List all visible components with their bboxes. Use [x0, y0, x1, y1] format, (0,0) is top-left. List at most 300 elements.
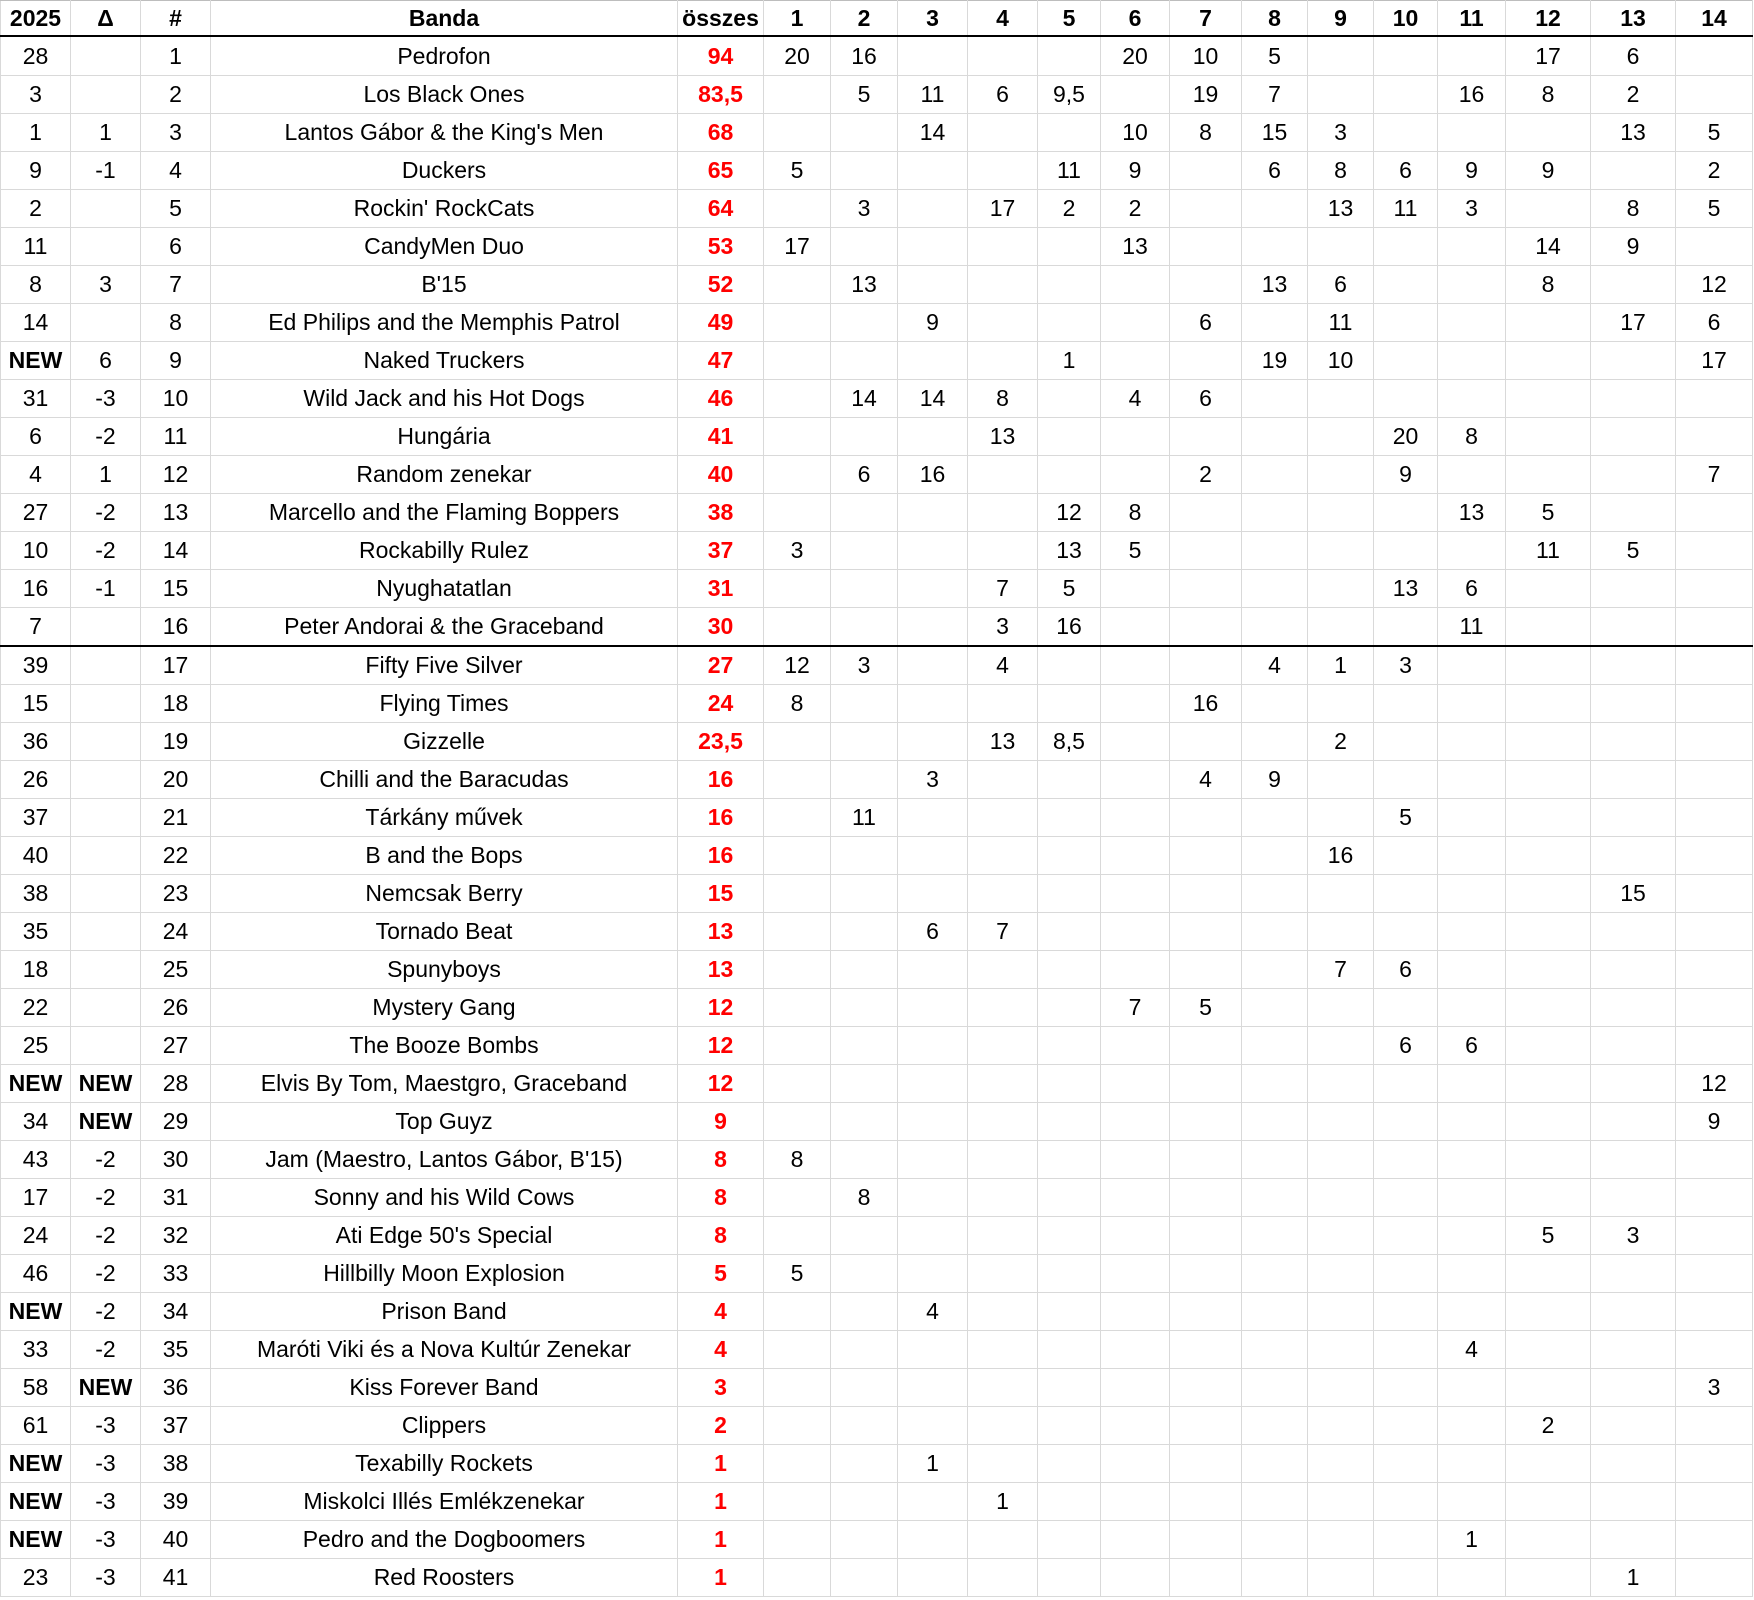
cell-delta[interactable]: -3: [71, 1407, 141, 1445]
cell-score[interactable]: [764, 761, 831, 799]
cell-score[interactable]: [1438, 266, 1506, 304]
cell-score[interactable]: [764, 837, 831, 875]
cell-score[interactable]: 2: [1170, 456, 1242, 494]
cell-score[interactable]: [831, 723, 898, 761]
header-event[interactable]: 11: [1438, 1, 1506, 37]
cell-score[interactable]: [1506, 1369, 1591, 1407]
header-event[interactable]: 1: [764, 1, 831, 37]
cell-score[interactable]: [1038, 1141, 1101, 1179]
cell-total[interactable]: 38: [678, 494, 764, 532]
cell-band[interactable]: Gizzelle: [211, 723, 678, 761]
cell-delta[interactable]: -3: [71, 1483, 141, 1521]
cell-score[interactable]: 17: [968, 190, 1038, 228]
cell-delta[interactable]: -3: [71, 380, 141, 418]
cell-rank[interactable]: 24: [141, 913, 211, 951]
cell-band[interactable]: Top Guyz: [211, 1103, 678, 1141]
cell-score[interactable]: [1308, 685, 1374, 723]
cell-score[interactable]: 3: [1308, 114, 1374, 152]
cell-score[interactable]: [968, 951, 1038, 989]
cell-score[interactable]: [968, 228, 1038, 266]
cell-score[interactable]: [898, 1521, 968, 1559]
cell-rank[interactable]: 39: [141, 1483, 211, 1521]
cell-score[interactable]: 6: [1170, 304, 1242, 342]
cell-score[interactable]: [1308, 989, 1374, 1027]
cell-rank[interactable]: 19: [141, 723, 211, 761]
cell-score[interactable]: [1170, 152, 1242, 190]
cell-score[interactable]: [764, 570, 831, 608]
cell-score[interactable]: [1101, 1255, 1170, 1293]
cell-score[interactable]: [1308, 1027, 1374, 1065]
cell-score[interactable]: [831, 951, 898, 989]
cell-score[interactable]: [1374, 608, 1438, 647]
cell-score[interactable]: [1308, 494, 1374, 532]
cell-score[interactable]: [1101, 1103, 1170, 1141]
cell-score[interactable]: [1506, 799, 1591, 837]
cell-year[interactable]: 36: [1, 723, 71, 761]
cell-score[interactable]: [898, 608, 968, 647]
cell-score[interactable]: 11: [1506, 532, 1591, 570]
cell-score[interactable]: [1308, 1217, 1374, 1255]
cell-score[interactable]: [1308, 1141, 1374, 1179]
cell-score[interactable]: [1038, 646, 1101, 685]
cell-score[interactable]: [1438, 1179, 1506, 1217]
cell-rank[interactable]: 27: [141, 1027, 211, 1065]
cell-score[interactable]: [1038, 1445, 1101, 1483]
cell-score[interactable]: [1038, 1065, 1101, 1103]
cell-score[interactable]: [1374, 380, 1438, 418]
cell-score[interactable]: [1438, 380, 1506, 418]
cell-score[interactable]: [764, 114, 831, 152]
cell-score[interactable]: [831, 1103, 898, 1141]
cell-score[interactable]: [968, 1369, 1038, 1407]
cell-score[interactable]: [1170, 1293, 1242, 1331]
cell-score[interactable]: [1170, 1103, 1242, 1141]
cell-score[interactable]: [1242, 1103, 1308, 1141]
cell-score[interactable]: [1506, 951, 1591, 989]
cell-total[interactable]: 1: [678, 1559, 764, 1597]
cell-score[interactable]: [1676, 1027, 1753, 1065]
cell-delta[interactable]: [71, 76, 141, 114]
cell-score[interactable]: 5: [1242, 36, 1308, 76]
cell-score[interactable]: [1506, 114, 1591, 152]
cell-score[interactable]: 3: [831, 646, 898, 685]
cell-score[interactable]: 3: [898, 761, 968, 799]
cell-score[interactable]: 11: [898, 76, 968, 114]
cell-score[interactable]: [1438, 875, 1506, 913]
cell-score[interactable]: [968, 304, 1038, 342]
cell-score[interactable]: [1506, 685, 1591, 723]
cell-score[interactable]: 11: [831, 799, 898, 837]
cell-score[interactable]: [898, 951, 968, 989]
cell-score[interactable]: [898, 837, 968, 875]
cell-score[interactable]: [1438, 342, 1506, 380]
cell-band[interactable]: Nyughatatlan: [211, 570, 678, 608]
cell-score[interactable]: [1242, 799, 1308, 837]
cell-score[interactable]: [831, 494, 898, 532]
cell-score[interactable]: [1676, 1521, 1753, 1559]
cell-score[interactable]: 7: [968, 913, 1038, 951]
cell-score[interactable]: [898, 1027, 968, 1065]
cell-score[interactable]: [1308, 1407, 1374, 1445]
cell-score[interactable]: [1591, 1331, 1676, 1369]
cell-score[interactable]: [1591, 837, 1676, 875]
cell-band[interactable]: Pedrofon: [211, 36, 678, 76]
cell-band[interactable]: Rockabilly Rulez: [211, 532, 678, 570]
cell-total[interactable]: 46: [678, 380, 764, 418]
cell-delta[interactable]: [71, 989, 141, 1027]
cell-score[interactable]: 9: [1374, 456, 1438, 494]
cell-total[interactable]: 8: [678, 1217, 764, 1255]
cell-score[interactable]: 14: [898, 114, 968, 152]
cell-total[interactable]: 31: [678, 570, 764, 608]
cell-delta[interactable]: -1: [71, 152, 141, 190]
cell-score[interactable]: 5: [1676, 114, 1753, 152]
cell-band[interactable]: Prison Band: [211, 1293, 678, 1331]
cell-score[interactable]: [1506, 1179, 1591, 1217]
cell-band[interactable]: Nemcsak Berry: [211, 875, 678, 913]
cell-total[interactable]: 15: [678, 875, 764, 913]
cell-score[interactable]: [1242, 1217, 1308, 1255]
cell-year[interactable]: 1: [1, 114, 71, 152]
cell-score[interactable]: [1242, 1445, 1308, 1483]
cell-year[interactable]: 61: [1, 1407, 71, 1445]
cell-delta[interactable]: NEW: [71, 1103, 141, 1141]
cell-year[interactable]: 6: [1, 418, 71, 456]
cell-score[interactable]: [968, 1255, 1038, 1293]
cell-score[interactable]: [1506, 570, 1591, 608]
cell-score[interactable]: [1506, 1331, 1591, 1369]
cell-score[interactable]: [764, 266, 831, 304]
cell-total[interactable]: 47: [678, 342, 764, 380]
cell-score[interactable]: [898, 342, 968, 380]
cell-year[interactable]: 58: [1, 1369, 71, 1407]
cell-rank[interactable]: 41: [141, 1559, 211, 1597]
cell-delta[interactable]: 1: [71, 114, 141, 152]
cell-delta[interactable]: [71, 913, 141, 951]
cell-band[interactable]: Hillbilly Moon Explosion: [211, 1255, 678, 1293]
cell-score[interactable]: [1506, 1483, 1591, 1521]
cell-delta[interactable]: -2: [71, 418, 141, 456]
cell-score[interactable]: 10: [1170, 36, 1242, 76]
cell-score[interactable]: [1438, 1369, 1506, 1407]
cell-score[interactable]: [1591, 646, 1676, 685]
cell-score[interactable]: [1591, 1369, 1676, 1407]
cell-band[interactable]: Wild Jack and his Hot Dogs: [211, 380, 678, 418]
cell-rank[interactable]: 17: [141, 646, 211, 685]
cell-score[interactable]: 1: [968, 1483, 1038, 1521]
cell-score[interactable]: 5: [1676, 190, 1753, 228]
cell-score[interactable]: [968, 1217, 1038, 1255]
cell-score[interactable]: [1242, 1179, 1308, 1217]
cell-score[interactable]: [898, 989, 968, 1027]
cell-score[interactable]: 16: [1438, 76, 1506, 114]
cell-score[interactable]: [1242, 1521, 1308, 1559]
cell-score[interactable]: [898, 1331, 968, 1369]
cell-total[interactable]: 16: [678, 799, 764, 837]
cell-score[interactable]: [1038, 1179, 1101, 1217]
cell-band[interactable]: Lantos Gábor & the King's Men: [211, 114, 678, 152]
cell-total[interactable]: 37: [678, 532, 764, 570]
cell-score[interactable]: [831, 608, 898, 647]
cell-score[interactable]: [1170, 1027, 1242, 1065]
cell-score[interactable]: [1242, 494, 1308, 532]
cell-score[interactable]: [1038, 1331, 1101, 1369]
cell-score[interactable]: [831, 1027, 898, 1065]
cell-score[interactable]: [1374, 1521, 1438, 1559]
cell-score[interactable]: 4: [1101, 380, 1170, 418]
cell-score[interactable]: [1101, 1065, 1170, 1103]
cell-score[interactable]: [1591, 418, 1676, 456]
cell-total[interactable]: 53: [678, 228, 764, 266]
cell-score[interactable]: [1374, 1217, 1438, 1255]
cell-score[interactable]: [1170, 570, 1242, 608]
cell-score[interactable]: 11: [1038, 152, 1101, 190]
cell-score[interactable]: [831, 1141, 898, 1179]
cell-score[interactable]: [968, 1141, 1038, 1179]
cell-score[interactable]: 3: [1676, 1369, 1753, 1407]
cell-score[interactable]: 6: [1170, 380, 1242, 418]
cell-year[interactable]: 39: [1, 646, 71, 685]
cell-score[interactable]: [1676, 951, 1753, 989]
cell-rank[interactable]: 23: [141, 875, 211, 913]
cell-total[interactable]: 13: [678, 951, 764, 989]
cell-score[interactable]: [968, 989, 1038, 1027]
cell-score[interactable]: [1676, 913, 1753, 951]
cell-score[interactable]: [1374, 494, 1438, 532]
cell-score[interactable]: [1591, 1255, 1676, 1293]
header-event[interactable]: 6: [1101, 1, 1170, 37]
cell-total[interactable]: 68: [678, 114, 764, 152]
cell-delta[interactable]: [71, 1027, 141, 1065]
cell-score[interactable]: [1101, 1331, 1170, 1369]
cell-total[interactable]: 9: [678, 1103, 764, 1141]
cell-score[interactable]: 7: [1101, 989, 1170, 1027]
cell-score[interactable]: 5: [1101, 532, 1170, 570]
cell-rank[interactable]: 33: [141, 1255, 211, 1293]
cell-score[interactable]: [898, 1369, 968, 1407]
cell-score[interactable]: [898, 418, 968, 456]
cell-score[interactable]: [1374, 1483, 1438, 1521]
cell-score[interactable]: [968, 1065, 1038, 1103]
cell-total[interactable]: 49: [678, 304, 764, 342]
cell-score[interactable]: [1308, 456, 1374, 494]
cell-score[interactable]: [968, 799, 1038, 837]
cell-score[interactable]: [764, 1065, 831, 1103]
cell-score[interactable]: [1506, 1103, 1591, 1141]
cell-score[interactable]: 1: [1038, 342, 1101, 380]
cell-score[interactable]: [831, 1255, 898, 1293]
cell-score[interactable]: 10: [1101, 114, 1170, 152]
cell-score[interactable]: [1038, 761, 1101, 799]
cell-score[interactable]: 20: [1374, 418, 1438, 456]
cell-score[interactable]: [1506, 761, 1591, 799]
cell-delta[interactable]: -2: [71, 1217, 141, 1255]
cell-score[interactable]: [1591, 1065, 1676, 1103]
cell-score[interactable]: [968, 1559, 1038, 1597]
cell-score[interactable]: [1038, 418, 1101, 456]
cell-score[interactable]: [1374, 989, 1438, 1027]
cell-score[interactable]: [1308, 1369, 1374, 1407]
cell-year[interactable]: 7: [1, 608, 71, 647]
cell-score[interactable]: [1374, 36, 1438, 76]
cell-score[interactable]: [1374, 76, 1438, 114]
cell-score[interactable]: [831, 570, 898, 608]
cell-score[interactable]: 8: [1101, 494, 1170, 532]
cell-year[interactable]: 31: [1, 380, 71, 418]
cell-band[interactable]: Elvis By Tom, Maestgro, Graceband: [211, 1065, 678, 1103]
cell-score[interactable]: 4: [898, 1293, 968, 1331]
cell-year[interactable]: 8: [1, 266, 71, 304]
cell-score[interactable]: [898, 1559, 968, 1597]
cell-score[interactable]: [1242, 456, 1308, 494]
cell-score[interactable]: [1038, 1293, 1101, 1331]
cell-score[interactable]: [1676, 1217, 1753, 1255]
cell-score[interactable]: [1101, 723, 1170, 761]
cell-score[interactable]: 11: [1374, 190, 1438, 228]
cell-score[interactable]: [1591, 266, 1676, 304]
cell-score[interactable]: [1242, 304, 1308, 342]
cell-score[interactable]: 5: [1170, 989, 1242, 1027]
cell-score[interactable]: [1242, 989, 1308, 1027]
cell-score[interactable]: [764, 1445, 831, 1483]
cell-score[interactable]: [1438, 913, 1506, 951]
cell-score[interactable]: [1591, 1483, 1676, 1521]
cell-score[interactable]: [968, 1293, 1038, 1331]
cell-score[interactable]: 8: [764, 1141, 831, 1179]
cell-year[interactable]: NEW: [1, 1445, 71, 1483]
cell-score[interactable]: [831, 837, 898, 875]
cell-band[interactable]: Peter Andorai & the Graceband: [211, 608, 678, 647]
cell-rank[interactable]: 10: [141, 380, 211, 418]
cell-score[interactable]: [968, 342, 1038, 380]
cell-band[interactable]: Flying Times: [211, 685, 678, 723]
cell-score[interactable]: [764, 913, 831, 951]
cell-score[interactable]: [764, 1027, 831, 1065]
cell-score[interactable]: [1308, 608, 1374, 647]
cell-score[interactable]: 8,5: [1038, 723, 1101, 761]
cell-score[interactable]: [1170, 228, 1242, 266]
cell-year[interactable]: 14: [1, 304, 71, 342]
header-total[interactable]: összes: [678, 1, 764, 37]
cell-score[interactable]: [1101, 646, 1170, 685]
cell-score[interactable]: [1676, 875, 1753, 913]
cell-rank[interactable]: 20: [141, 761, 211, 799]
cell-score[interactable]: [1676, 1407, 1753, 1445]
cell-rank[interactable]: 8: [141, 304, 211, 342]
cell-total[interactable]: 12: [678, 1027, 764, 1065]
cell-score[interactable]: [764, 1521, 831, 1559]
cell-score[interactable]: [1038, 989, 1101, 1027]
cell-delta[interactable]: NEW: [71, 1065, 141, 1103]
cell-score[interactable]: [1591, 1179, 1676, 1217]
cell-score[interactable]: [1170, 646, 1242, 685]
cell-band[interactable]: Marcello and the Flaming Boppers: [211, 494, 678, 532]
cell-score[interactable]: [968, 532, 1038, 570]
cell-rank[interactable]: 13: [141, 494, 211, 532]
cell-band[interactable]: Ati Edge 50's Special: [211, 1217, 678, 1255]
cell-score[interactable]: [1242, 1293, 1308, 1331]
cell-score[interactable]: [898, 1141, 968, 1179]
cell-rank[interactable]: 3: [141, 114, 211, 152]
cell-year[interactable]: 24: [1, 1217, 71, 1255]
cell-score[interactable]: [1676, 837, 1753, 875]
cell-year[interactable]: 9: [1, 152, 71, 190]
cell-rank[interactable]: 28: [141, 1065, 211, 1103]
cell-score[interactable]: 17: [1591, 304, 1676, 342]
cell-score[interactable]: 3: [764, 532, 831, 570]
header-year[interactable]: 2025: [1, 1, 71, 37]
cell-score[interactable]: [1506, 913, 1591, 951]
cell-total[interactable]: 12: [678, 989, 764, 1027]
cell-score[interactable]: [1676, 989, 1753, 1027]
cell-delta[interactable]: [71, 723, 141, 761]
cell-year[interactable]: NEW: [1, 342, 71, 380]
cell-score[interactable]: 2: [1506, 1407, 1591, 1445]
cell-score[interactable]: [1242, 608, 1308, 647]
cell-year[interactable]: 3: [1, 76, 71, 114]
cell-score[interactable]: [1676, 570, 1753, 608]
cell-score[interactable]: [1308, 1445, 1374, 1483]
cell-score[interactable]: [1038, 685, 1101, 723]
cell-score[interactable]: [1101, 761, 1170, 799]
cell-year[interactable]: 43: [1, 1141, 71, 1179]
cell-score[interactable]: [1506, 608, 1591, 647]
cell-score[interactable]: [1676, 76, 1753, 114]
cell-score[interactable]: [1374, 342, 1438, 380]
header-event[interactable]: 4: [968, 1, 1038, 37]
cell-score[interactable]: [1101, 875, 1170, 913]
cell-score[interactable]: 8: [968, 380, 1038, 418]
cell-score[interactable]: 10: [1308, 342, 1374, 380]
cell-score[interactable]: [831, 152, 898, 190]
cell-score[interactable]: [1438, 1103, 1506, 1141]
cell-score[interactable]: 12: [1676, 1065, 1753, 1103]
cell-delta[interactable]: 3: [71, 266, 141, 304]
cell-score[interactable]: [1038, 1369, 1101, 1407]
cell-score[interactable]: [1591, 1445, 1676, 1483]
cell-score[interactable]: [1308, 1255, 1374, 1293]
cell-score[interactable]: 16: [1038, 608, 1101, 647]
cell-score[interactable]: [898, 1255, 968, 1293]
cell-score[interactable]: [764, 723, 831, 761]
cell-score[interactable]: [1676, 494, 1753, 532]
cell-score[interactable]: [1676, 723, 1753, 761]
cell-score[interactable]: [1506, 1141, 1591, 1179]
cell-score[interactable]: [1308, 1483, 1374, 1521]
cell-score[interactable]: [1438, 304, 1506, 342]
cell-score[interactable]: 9: [1438, 152, 1506, 190]
cell-rank[interactable]: 7: [141, 266, 211, 304]
cell-score[interactable]: [1101, 1483, 1170, 1521]
cell-score[interactable]: [968, 1179, 1038, 1217]
cell-score[interactable]: 13: [968, 723, 1038, 761]
cell-delta[interactable]: -2: [71, 1293, 141, 1331]
cell-score[interactable]: [1242, 380, 1308, 418]
cell-total[interactable]: 1: [678, 1445, 764, 1483]
cell-score[interactable]: [1591, 380, 1676, 418]
cell-delta[interactable]: -3: [71, 1445, 141, 1483]
cell-score[interactable]: [1308, 1179, 1374, 1217]
cell-score[interactable]: [898, 494, 968, 532]
cell-score[interactable]: [1308, 1521, 1374, 1559]
cell-score[interactable]: [1374, 1331, 1438, 1369]
cell-score[interactable]: [1308, 1293, 1374, 1331]
header-event[interactable]: 14: [1676, 1, 1753, 37]
cell-score[interactable]: [831, 1369, 898, 1407]
cell-score[interactable]: [1101, 1407, 1170, 1445]
cell-score[interactable]: [898, 190, 968, 228]
cell-score[interactable]: [831, 913, 898, 951]
